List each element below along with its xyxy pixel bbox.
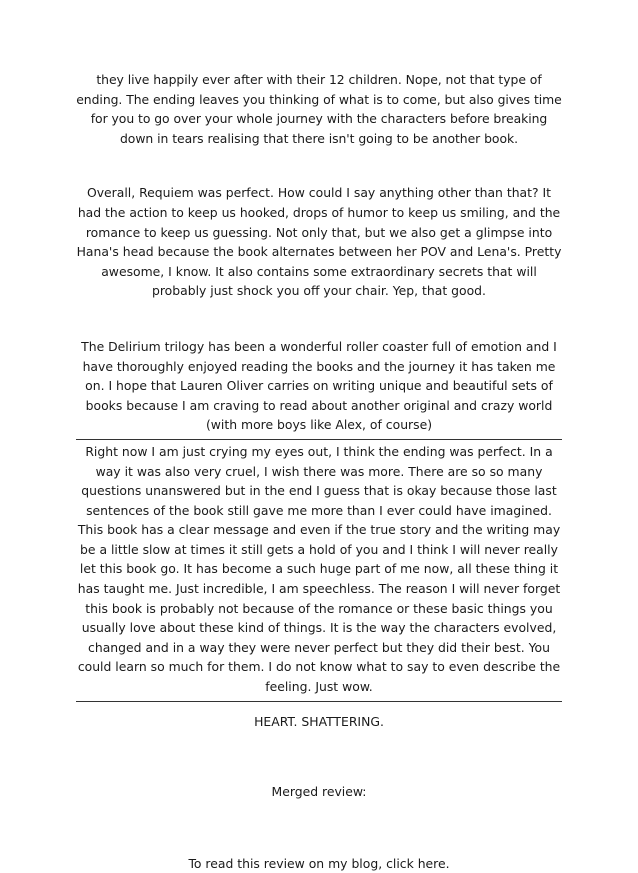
paragraph-overall: Overall, Requiem was perfect. How could I say anything other than that? It had the action to keep us hooked, drops of humor to keep us smiling, and the romance to keep us guessing. Not only that, but we also get a glimpse into Hana's head because the book alternates between her POV and Lena's. Pretty awesome, I know. It also contains some extraordinary secrets that will probably just shock you off your chair. Yep, that good. [76, 185, 562, 299]
merged-review-label: Merged review: [271, 784, 367, 800]
blog-link[interactable]: To read this review on my blog, click here. [188, 855, 450, 871]
closing-line: HEART. SHATTERING. [254, 713, 384, 729]
document-page [76, 70, 562, 873]
boxed-review-section [76, 439, 562, 702]
paragraph-crying: Right now I am just crying my eyes out, I think the ending was perfect. In a way it was also very cruel, I wish there was more. There are so so many questions unanswered but in the end I guess that is okay because those last sentences of the book still gave me more than I ever could have imagined. This book has a clear message and even if the true story and the writing may be a little slow at times it still gets a hold of you and I think I will never really let this book go. It has become a such huge part of me now, all these thing it has taught me. Just incredible, I am speechless. The reason I will never forget this book is probably not because of the romance or these basic things you usually love about these kind of things. It is the way the characters evolved, changed and in a way they were never perfect but they did their best. You could learn so much for them. I do not know what to say to even describe the feeling. Just wow. [77, 443, 561, 695]
paragraph-trilogy: The Delirium trilogy has been a wonderful roller coaster full of emotion and I have thoroughly enjoyed reading the books and the journey it has taken me on. I hope that Lauren Oliver carries on writing unique and beautiful sets of books because I am craving to read about another original and crazy world (with more boys like Alex, of course) [81, 338, 557, 433]
paragraph-ending: they live happily ever after with their 12 children. Nope, not that type of ending. The ending leaves you thinking of what is to come, but also gives time for you to go over your whole journey with the characters before breaking down in tears realising that there isn't going to be another book. [76, 72, 562, 146]
